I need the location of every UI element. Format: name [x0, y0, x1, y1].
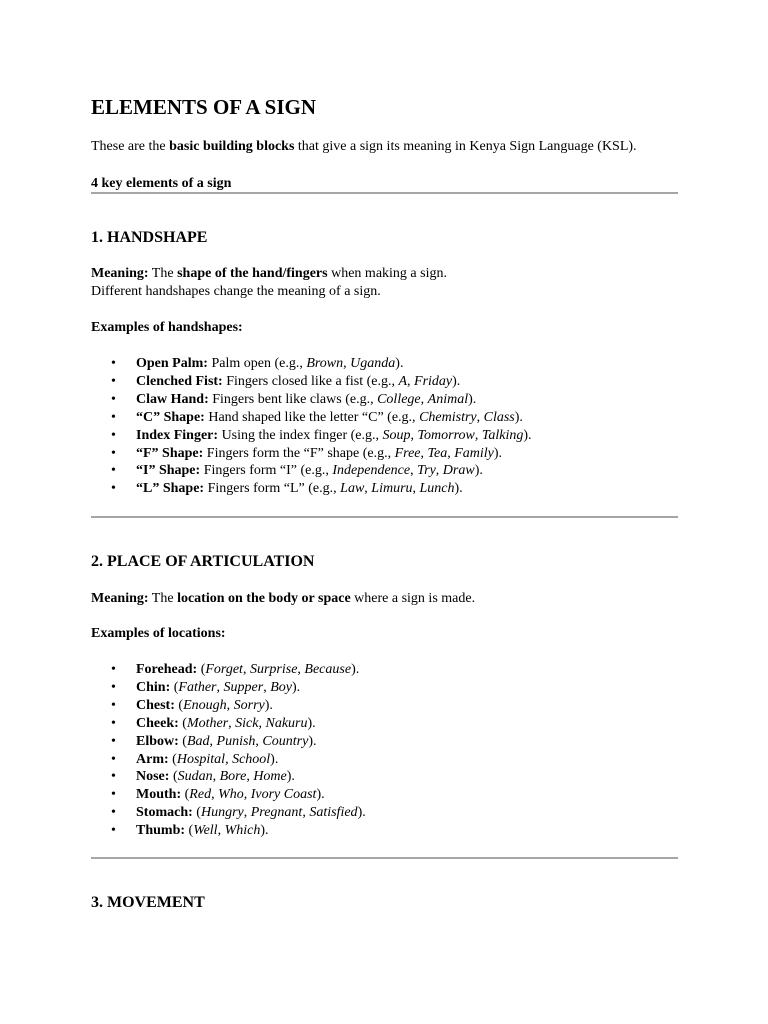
item-text: Hand shaped like the letter “C” (e.g., [204, 409, 420, 425]
list-item: • Chest: (Enough, Sorry). [111, 697, 273, 713]
example-word: Class [483, 409, 515, 425]
item-label: Nose: [136, 769, 170, 785]
example-word: Draw [442, 463, 475, 479]
example-word: Brown [306, 356, 344, 371]
example-word: Try [417, 463, 436, 479]
list-item: • Elbow: (Bad, Punish, Country). [111, 733, 317, 749]
section-heading-handshape: 1. HANDSHAPE [91, 229, 208, 246]
bullet-icon: • [111, 805, 116, 821]
item-text: Palm open (e.g., [207, 356, 307, 371]
intro-post: that give a sign its meaning in Kenya Sign Language (KSL). [294, 139, 637, 154]
item-label: Forehead: [136, 662, 198, 677]
bullet-icon: • [111, 697, 116, 713]
item-text: ( [168, 751, 177, 767]
item-text: ( [169, 769, 178, 785]
list-item: • Clenched Fist: Fingers closed like a fist (e.g., A, Friday). [111, 373, 461, 389]
example-word: Ivory Coast [250, 787, 317, 803]
item-label: Clenched Fist: [136, 373, 223, 389]
item-end: ). [493, 445, 503, 461]
item-end: ). [286, 769, 295, 785]
handshape-list [91, 355, 532, 498]
item-label: “C” Shape: [136, 409, 205, 425]
bullet-icon: • [111, 715, 116, 731]
bullet-icon: • [111, 356, 116, 371]
bullet-icon: • [111, 787, 116, 803]
bullet-icon: • [111, 409, 116, 425]
example-word: Lunch [419, 481, 455, 497]
examples-label-text: Examples of locations: [91, 626, 226, 641]
list-item: • Arm: (Hospital, School). [111, 751, 279, 767]
example-word: A [398, 373, 408, 389]
item-end: ). [264, 697, 273, 713]
example-word: Family [454, 445, 494, 461]
item-end: ). [307, 715, 316, 731]
meaning-bold: shape of the hand/fingers [177, 266, 328, 281]
item-label: Index Finger: [136, 427, 219, 443]
list-item: • Index Finger: Using the index finger (e.g., Soup, Tomorrow, Talking). [111, 427, 532, 443]
item-text: ( [197, 662, 206, 677]
example-word: School [232, 751, 271, 767]
section-heading-place-of-articulation: 2. PLACE OF ARTICULATION [91, 553, 315, 570]
item-label: “I” Shape: [136, 463, 201, 479]
list-item: • Chin: (Father, Supper, Boy). [111, 679, 301, 695]
example-word: Sudan [177, 769, 213, 785]
bullet-icon: • [111, 679, 116, 695]
example-word: Friday [414, 373, 453, 389]
bullet-icon: • [111, 733, 116, 749]
item-text: ( [185, 823, 194, 839]
example-word: Hospital [176, 751, 226, 767]
meaning-post: where a sign is made. [350, 591, 476, 606]
example-word: Pregnant [250, 805, 303, 821]
example-word: Nakuru [265, 715, 308, 731]
example-word: Hungry [200, 805, 244, 821]
item-label: “F” Shape: [136, 445, 204, 461]
item-end: ). [351, 662, 360, 677]
bullet-icon: • [111, 427, 116, 443]
example-word: Well [193, 823, 218, 839]
list-item: • “F” Shape: Fingers form the “F” shape (e.g., Free, Tea, Family). [111, 445, 503, 461]
example-word: Soup [382, 427, 411, 443]
list-item: • “I” Shape: Fingers form “I” (e.g., Independence, Try, Draw). [111, 463, 483, 479]
list-item: • “L” Shape: Fingers form “L” (e.g., Law, Limuru, Lunch). [111, 481, 463, 497]
item-end: ). [452, 373, 461, 389]
bullet-icon: • [111, 373, 116, 389]
bullet-icon: • [111, 445, 116, 461]
item-end: ). [291, 679, 301, 695]
examples-label-text: Examples of handshapes: [91, 320, 243, 335]
list-item: • Cheek: (Mother, Sick, Nakuru). [111, 715, 316, 731]
example-word: Country [262, 733, 309, 749]
example-word: Law [340, 481, 365, 497]
list-item: • “C” Shape: Hand shaped like the letter “C” (e.g., Chemistry, Class). [111, 409, 523, 425]
locations-list [91, 661, 366, 840]
item-label: Stomach: [136, 805, 193, 821]
divider [91, 192, 678, 194]
item-label: Arm: [136, 751, 169, 767]
item-text: ( [178, 733, 187, 749]
item-end: ). [357, 805, 366, 821]
example-word: Tomorrow [417, 427, 475, 443]
divider [91, 516, 678, 518]
example-word: Uganda [350, 356, 396, 371]
item-label: Cheek: [136, 715, 179, 731]
example-word: Independence [332, 463, 411, 479]
bullet-icon: • [111, 823, 116, 839]
example-word: Enough [183, 697, 227, 713]
list-item: • Forehead: (Forget, Surprise, Because). [111, 662, 360, 677]
item-end: ). [523, 427, 532, 443]
page-title: ELEMENTS OF A SIGN [91, 95, 317, 119]
example-word: Limuru [371, 481, 413, 497]
item-text: Fingers bent like claws (e.g., [208, 391, 378, 407]
divider [91, 857, 678, 859]
handshape-meaning-line2: Different handshapes change the meaning of a sign. [91, 284, 381, 299]
example-word: Punish [216, 733, 256, 749]
example-word: Father [178, 679, 217, 695]
section-heading-movement: 3. MOVEMENT [91, 894, 205, 911]
example-word: Talking [481, 427, 524, 443]
item-end: ). [474, 463, 483, 479]
example-word: Boy [270, 679, 292, 695]
place-meaning [91, 590, 475, 608]
list-item: • Thumb: (Well, Which). [111, 823, 269, 839]
item-label: Chin: [136, 679, 171, 695]
list-item: • Open Palm: Palm open (e.g., Brown, Uganda). [111, 356, 404, 371]
meaning-pre: The [148, 591, 178, 606]
item-text: ( [192, 805, 201, 821]
meaning-label: Meaning: [91, 266, 149, 281]
meaning-bold: location on the body or space [177, 591, 351, 606]
example-word: Tea [427, 445, 448, 461]
example-word: Who [218, 787, 244, 803]
bullet-icon: • [111, 391, 116, 407]
item-text: Fingers closed like a fist (e.g., [222, 373, 399, 389]
example-word: Forget [205, 662, 243, 677]
handshape-examples-label [91, 319, 243, 337]
item-text: ( [170, 679, 179, 695]
example-word: Mother [186, 715, 229, 731]
handshape-meaning [91, 265, 447, 283]
bullet-icon: • [111, 662, 116, 677]
item-label: Elbow: [136, 733, 179, 749]
item-end: ). [395, 356, 404, 371]
example-word: Sorry [233, 697, 265, 713]
item-label: Open Palm: [136, 356, 208, 371]
example-word: Free [394, 445, 421, 461]
example-word: College [377, 391, 421, 407]
item-label: Thumb: [136, 823, 186, 839]
key-elements-heading [91, 175, 231, 193]
item-label: “L” Shape: [136, 481, 205, 497]
place-examples-label [91, 625, 226, 643]
item-label: Claw Hand: [136, 391, 209, 407]
bullet-icon: • [111, 481, 116, 497]
example-word: Because [304, 662, 352, 677]
item-text: Using the index finger (e.g., [218, 427, 383, 443]
meaning-pre: The [148, 266, 178, 281]
example-word: Animal [427, 391, 469, 407]
meaning-label: Meaning: [91, 591, 149, 606]
bullet-icon: • [111, 463, 116, 479]
list-item: • Stomach: (Hungry, Pregnant, Satisfied). [111, 805, 366, 821]
item-end: ). [260, 823, 269, 839]
bullet-icon: • [111, 769, 116, 785]
item-label: Chest: [136, 697, 175, 713]
example-word: Surprise [249, 662, 298, 677]
item-text: ( [178, 715, 187, 731]
item-text: ( [181, 787, 190, 803]
list-item: • Nose: (Sudan, Bore, Home). [111, 769, 295, 785]
item-end: ). [454, 481, 463, 497]
example-word: Supper [223, 679, 264, 695]
intro-bold: basic building blocks [169, 139, 295, 154]
example-word: Home [253, 769, 287, 785]
item-text: Fingers form “L” (e.g., [204, 481, 341, 497]
example-word: Chemistry [419, 409, 477, 425]
item-label: Mouth: [136, 787, 182, 803]
list-item: • Mouth: (Red, Who, Ivory Coast). [111, 787, 325, 803]
example-word: Bore [219, 769, 247, 785]
list-item: • Claw Hand: Fingers bent like claws (e.g., College, Animal). [111, 391, 477, 407]
key-elements-heading-text: 4 key elements of a sign [91, 176, 232, 191]
item-text: ( [174, 697, 184, 713]
intro-pre: These are the [91, 139, 170, 154]
item-text: Fingers form “I” (e.g., [200, 463, 333, 479]
example-word: Bad [186, 733, 210, 749]
example-word: Red [189, 787, 212, 803]
item-end: ). [316, 787, 325, 803]
item-end: ). [468, 391, 477, 407]
example-word: Which [224, 823, 261, 839]
meaning-post: when making a sign. [327, 266, 447, 281]
intro-paragraph [91, 138, 637, 156]
item-end: ). [514, 409, 523, 425]
example-word: Sick [235, 715, 259, 731]
item-text: Fingers form the “F” shape (e.g., [203, 445, 395, 461]
bullet-icon: • [111, 751, 116, 767]
item-end: ). [270, 751, 279, 767]
item-end: ). [308, 733, 317, 749]
example-word: Satisfied [309, 805, 358, 821]
